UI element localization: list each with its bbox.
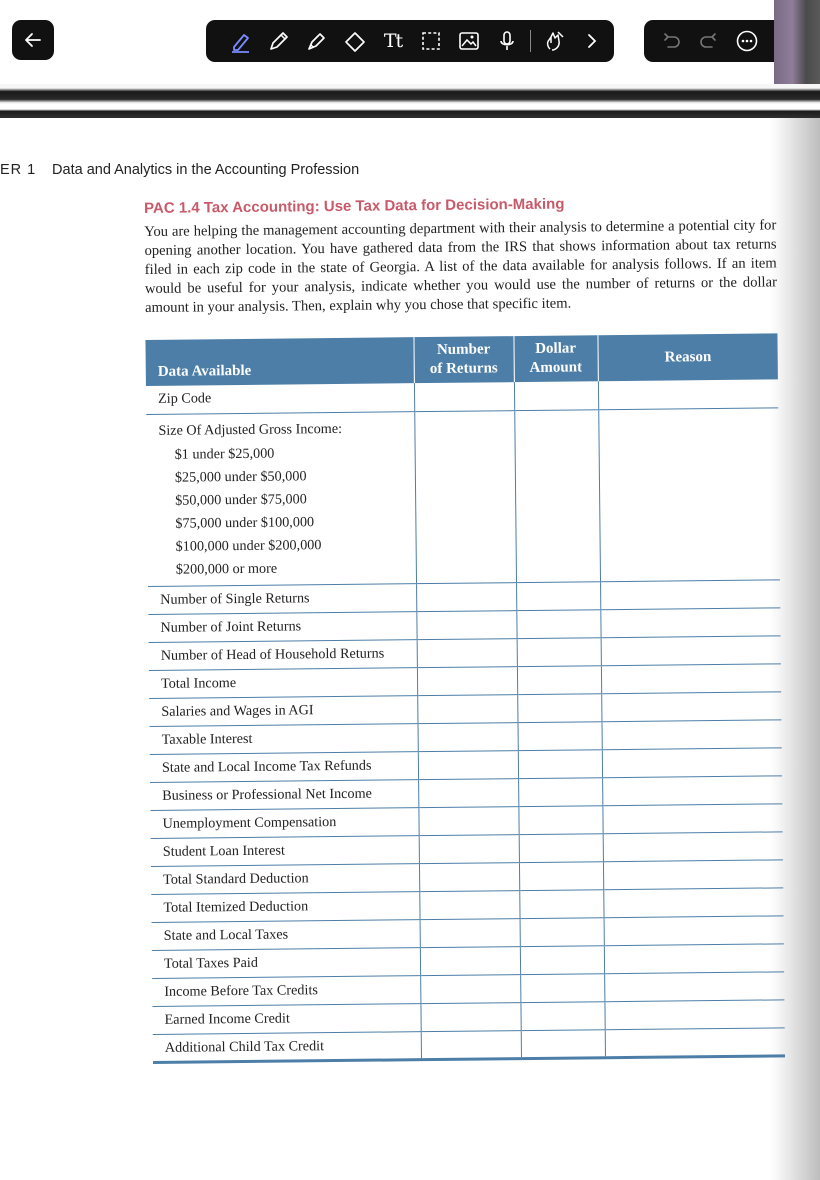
reason-cell[interactable] [604,943,784,973]
agi-group-heading: Size Of Adjusted Gross Income: [158,420,343,439]
number-of-returns-cell[interactable] [420,918,520,947]
dollar-amount-cell[interactable] [519,833,603,862]
number-of-returns-cell[interactable] [420,974,520,1003]
row-label-agi-group [146,411,416,586]
number-of-returns-cell[interactable] [418,750,518,779]
undo-button[interactable] [652,20,690,62]
row-label: Business or Professional Net Income [150,779,418,810]
pencil-tool-button[interactable] [260,20,298,62]
dollar-amount-cell[interactable] [514,409,600,582]
row-label: Student Loan Interest [151,835,419,866]
image-tool-button[interactable] [450,20,488,62]
row-label: Income Before Tax Credits [152,975,420,1006]
highlighter-icon [305,29,329,53]
reason-cell[interactable] [601,719,781,749]
reason-cell[interactable] [603,887,783,917]
reason-cell[interactable] [598,379,778,409]
number-of-returns-cell[interactable] [419,890,519,919]
number-of-returns-cell[interactable] [417,666,517,695]
touch-draw-icon [542,29,566,53]
header-dollar-line1: Dollar [535,340,577,357]
reason-cell[interactable] [601,691,781,721]
header-dollar-amount [513,335,597,382]
agi-range: $50,000 under $75,000 [175,490,307,509]
toolbar-divider [530,30,531,52]
undo-icon [659,29,683,53]
reason-cell[interactable] [601,663,781,693]
table-row [153,1027,785,1062]
pen-tool-button[interactable] [222,20,260,62]
row-label: Earned Income Credit [152,1003,420,1034]
row-label: Total Taxes Paid [152,947,420,978]
eraser-icon [343,29,367,53]
reason-cell[interactable] [605,1027,785,1057]
chevron-right-icon [580,29,604,53]
header-dollar-line2: Amount [529,359,583,376]
row-label: State and Local Taxes [152,919,420,950]
touch-draw-button[interactable] [535,20,573,62]
number-of-returns-cell[interactable] [418,778,518,807]
app-toolbar [0,0,820,84]
chapter-label: ER 1 [0,162,37,178]
pen-active-icon [229,29,253,53]
problem-content [144,193,785,1063]
reason-cell[interactable] [601,635,781,665]
agi-range: $200,000 or more [175,560,278,578]
reason-cell[interactable] [604,999,784,1029]
dollar-amount-cell[interactable] [520,917,604,946]
row-label: Total Itemized Deduction [151,891,419,922]
number-of-returns-cell[interactable] [417,638,517,667]
number-of-returns-cell[interactable] [418,806,518,835]
dollar-amount-cell[interactable] [520,1001,604,1030]
row-label: Unemployment Compensation [150,807,418,838]
dollar-amount-cell[interactable] [518,777,602,806]
arrow-left-icon [23,30,43,50]
dollar-amount-cell[interactable] [516,581,600,610]
header-number-line2: of Returns [429,360,498,378]
row-label: Number of Head of Household Returns [149,639,417,670]
dollar-amount-cell[interactable] [517,693,601,722]
chapter-title: Data and Analytics in the Accounting Profession [52,162,360,178]
image-insert-icon [457,29,481,53]
redo-button[interactable] [690,20,728,62]
header-data-available: Data Available [145,337,413,386]
eraser-tool-button[interactable] [336,20,374,62]
header-number-of-returns [413,336,513,383]
dollar-amount-cell[interactable] [520,973,604,1002]
dollar-amount-cell[interactable] [516,609,600,638]
dollar-amount-cell[interactable] [520,945,604,974]
data-available-table [145,333,785,1063]
microphone-icon [495,29,519,53]
header-number-line1: Number [436,341,491,358]
more-options-button[interactable] [728,20,766,62]
number-of-returns-cell[interactable] [414,382,514,411]
row-label: Total Income [149,667,417,698]
problem-code: PAC 1.4 [144,199,200,217]
row-label: Taxable Interest [150,723,418,754]
dollar-amount-cell[interactable] [519,861,603,890]
problem-body: You are helping the management accounting department with their analysis to determine a potential city for opening another location. You have gathered data from the IRS that shows information about tax returns filed in each zip code in the state of Georgia. A list of the data available for analysis follows. If an item would be useful for your analysis, indicate whether you would use the number of returns or the dollar amount in your analysis. Then, explain why you chose that specific item. [144,217,777,316]
running-head [0,162,359,178]
agi-range: $75,000 under $100,000 [175,513,315,532]
text-tool-button[interactable] [374,20,412,62]
dollar-amount-cell[interactable] [518,805,602,834]
table-row-agi-group [146,407,780,586]
dollar-amount-cell[interactable] [521,1029,605,1058]
drawing-tools-bar [206,20,614,62]
number-of-returns-cell[interactable] [420,1002,520,1031]
row-label: Number of Joint Returns [148,611,416,642]
table-header-row [145,333,777,386]
problem-title [144,193,776,217]
more-tools-button[interactable] [573,20,611,62]
number-of-returns-cell[interactable] [416,610,516,639]
number-of-returns-cell[interactable] [419,834,519,863]
text-tool-icon: Tt [383,30,403,52]
redo-icon [697,29,721,53]
dollar-amount-cell[interactable] [518,749,602,778]
data-table-wrap [145,333,785,1063]
number-of-returns-cell[interactable] [417,694,517,723]
scan-page-fold [0,84,820,118]
reason-cell[interactable] [603,831,783,861]
agi-range: $1 under $25,000 [174,445,275,463]
reason-cell[interactable] [602,803,782,833]
mic-tool-button[interactable] [488,20,526,62]
lasso-select-icon [419,29,443,53]
row-label: State and Local Income Tax Refunds [150,751,418,782]
reason-cell[interactable] [602,747,782,777]
reason-cell[interactable] [603,859,783,889]
pencil-icon [267,29,291,53]
highlighter-tool-button[interactable] [298,20,336,62]
back-button[interactable] [12,20,54,60]
reason-cell[interactable] [598,407,780,581]
row-label: Number of Single Returns [148,583,416,614]
number-of-returns-cell[interactable] [421,1030,521,1059]
number-of-returns-cell[interactable] [420,946,520,975]
agi-range: $25,000 under $50,000 [174,467,307,486]
agi-range: $100,000 under $200,000 [175,536,322,555]
number-of-returns-cell[interactable] [414,410,516,583]
lasso-tool-button[interactable] [412,20,450,62]
reason-cell[interactable] [604,971,784,1001]
row-label: Total Standard Deduction [151,863,419,894]
header-reason: Reason [597,333,777,381]
reason-cell[interactable] [602,775,782,805]
row-label-zip-code: Zip Code [146,383,414,414]
dollar-amount-cell[interactable] [519,889,603,918]
problem-heading: Tax Accounting: Use Tax Data for Decision-Making [203,195,565,217]
reason-cell[interactable] [604,915,784,945]
reason-cell[interactable] [600,579,780,609]
dollar-amount-cell[interactable] [517,721,601,750]
number-of-returns-cell[interactable] [419,862,519,891]
dollar-amount-cell[interactable] [517,665,601,694]
number-of-returns-cell[interactable] [416,582,516,611]
dollar-amount-cell[interactable] [517,637,601,666]
reason-cell[interactable] [600,607,780,637]
dollar-amount-cell[interactable] [514,381,598,410]
more-options-icon [735,29,759,53]
number-of-returns-cell[interactable] [417,722,517,751]
row-label: Additional Child Tax Credit [153,1031,421,1062]
row-label: Salaries and Wages in AGI [149,695,417,726]
